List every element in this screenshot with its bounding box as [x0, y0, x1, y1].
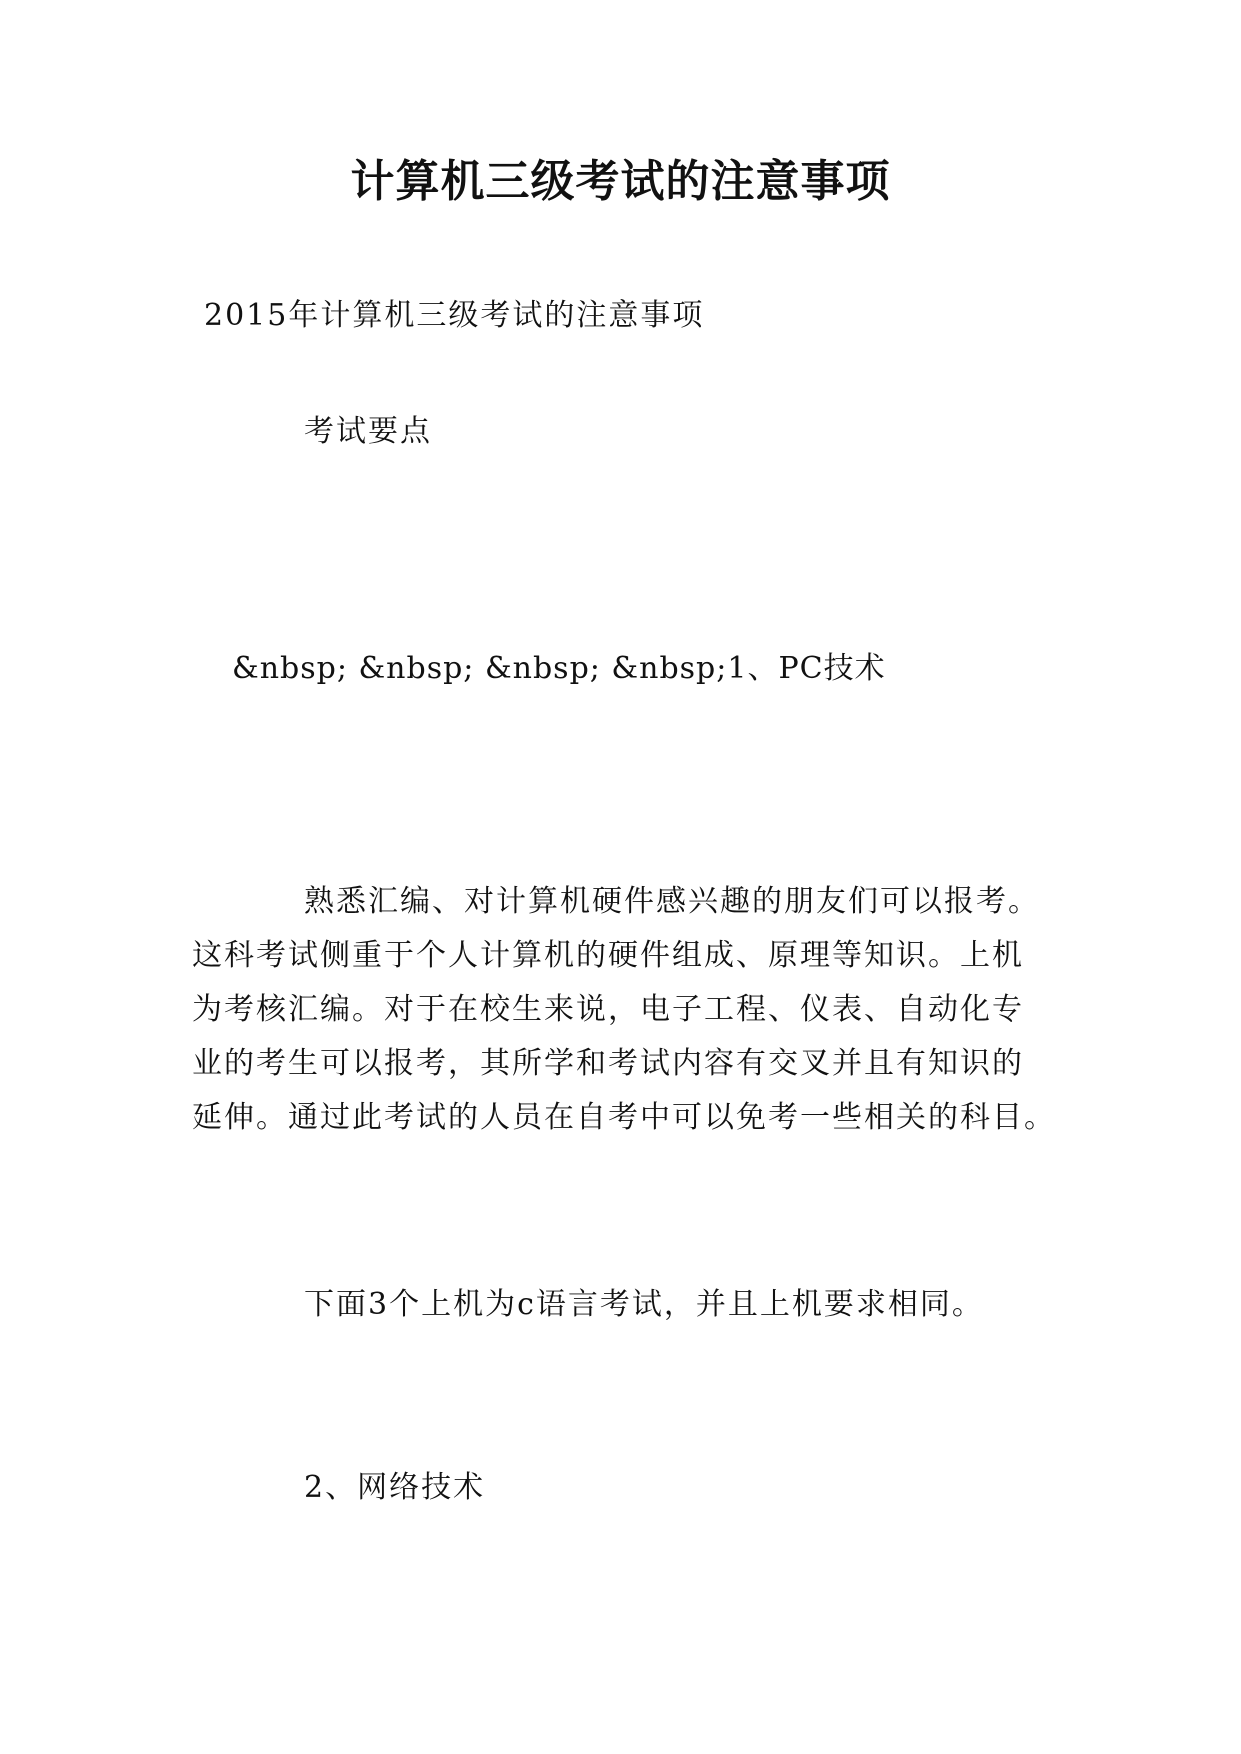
- pc-technology-paragraph: [192, 875, 1072, 1145]
- paragraph-line: 业的考生可以报考，其所学和考试内容有交叉并且有知识的: [192, 1046, 1024, 1081]
- paragraph-line: 熟悉汇编、对计算机硬件感兴趣的朋友们可以报考。: [304, 884, 1040, 919]
- paragraph-line: 为考核汇编。对于在校生来说，电子工程、仪表、自动化专: [192, 992, 1024, 1027]
- document-subtitle: 2015年计算机三级考试的注意事项: [204, 298, 705, 333]
- paragraph-line: 延伸。通过此考试的人员在自考中可以免考一些相关的科目。: [192, 1100, 1056, 1135]
- document-title: 计算机三级考试的注意事项: [350, 156, 891, 207]
- item-heading-network-technology: 2、网络技术: [304, 1470, 486, 1505]
- c-language-note: 下面3个上机为c语言考试，并且上机要求相同。: [304, 1287, 984, 1322]
- item-heading-pc-technology: &nbsp; &nbsp; &nbsp; &nbsp;1、PC技术: [232, 651, 886, 686]
- paragraph-line: 这科考试侧重于个人计算机的硬件组成、原理等知识。上机: [192, 938, 1024, 973]
- section-heading-exam-points: 考试要点: [304, 414, 432, 449]
